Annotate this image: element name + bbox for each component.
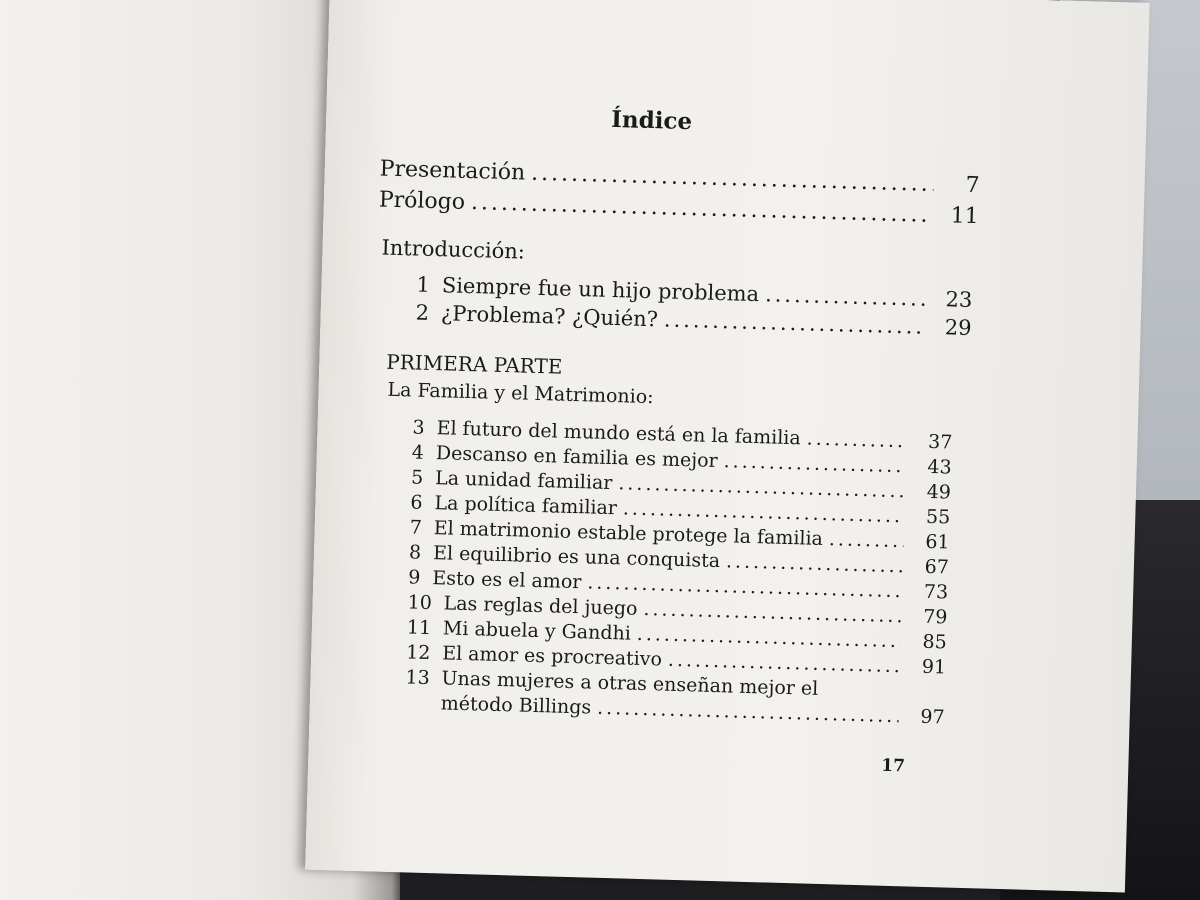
entry-number: 11	[406, 616, 432, 640]
dot-leader	[765, 282, 927, 310]
part-subtitle: La Familia y el Matrimonio:	[387, 378, 654, 409]
part-title: PRIMERA PARTE	[386, 349, 563, 379]
entry-number: 9	[408, 566, 421, 589]
entry-label: método Billings	[440, 692, 592, 719]
entry-page: 11	[950, 203, 979, 230]
entry-number: 12	[405, 641, 431, 665]
entry-number: 2	[415, 300, 430, 325]
entry-page: 91	[921, 655, 947, 679]
dot-leader	[806, 427, 906, 452]
entry-page: 85	[922, 630, 948, 654]
intro-heading: Introducción:	[381, 235, 526, 264]
entry-label: El equilibrio es una conquista	[432, 542, 721, 573]
dot-leader	[531, 161, 934, 197]
entry-label: Descanso en familia es mejor	[435, 442, 718, 473]
entry-number: 6	[410, 491, 423, 514]
entry-page: 73	[923, 580, 949, 604]
entry-label: Presentación	[379, 156, 526, 186]
entry-page: 79	[922, 605, 948, 629]
entry-label: El matrimonio estable protege la familia	[433, 517, 824, 550]
entry-page: 55	[925, 505, 951, 529]
entry-label: El futuro del mundo está en la familia	[436, 417, 802, 450]
index-title: Índice	[610, 105, 693, 136]
entry-label: Prólogo	[378, 187, 466, 215]
entry-number: 8	[408, 541, 422, 564]
dot-leader	[723, 450, 906, 477]
entry-label: Unas mujeres a otras enseñan mejor el	[441, 667, 819, 700]
entry-page: 97	[920, 705, 945, 729]
entry-number: 4	[411, 441, 425, 464]
entry-number: 10	[407, 591, 433, 615]
entry-number: 1	[416, 272, 431, 297]
entry-page: 7	[965, 172, 980, 199]
entry-number: 3	[412, 416, 425, 439]
entry-label: La política familiar	[434, 492, 618, 520]
entry-page: 67	[924, 555, 950, 579]
entry-label: Mi abuela y Gandhi	[442, 617, 632, 645]
page-number: 17	[880, 755, 906, 777]
entry-number: 13	[405, 666, 431, 690]
entry-page: 43	[927, 455, 952, 479]
table-of-contents	[360, 0, 984, 878]
entry-page: 49	[926, 480, 952, 504]
entry-label: Esto es el amor	[432, 567, 582, 594]
dot-leader	[726, 550, 903, 577]
entry-number: 5	[410, 466, 424, 489]
right-page	[305, 0, 1150, 893]
entry-label: Las reglas del juego	[443, 592, 638, 620]
dot-leader	[829, 528, 904, 552]
entry-label: Siempre fue un hijo problema	[441, 273, 760, 307]
entry-label: La unidad familiar	[434, 467, 613, 495]
entry-label: El amor es procreativo	[441, 642, 663, 671]
entry-number: 7	[409, 516, 423, 539]
entry-page: 23	[945, 287, 973, 313]
entry-label: ¿Problema? ¿Quién?	[440, 301, 659, 332]
entry-page: 37	[927, 430, 953, 454]
entry-page: 61	[925, 530, 950, 554]
entry-page: 29	[944, 315, 972, 341]
